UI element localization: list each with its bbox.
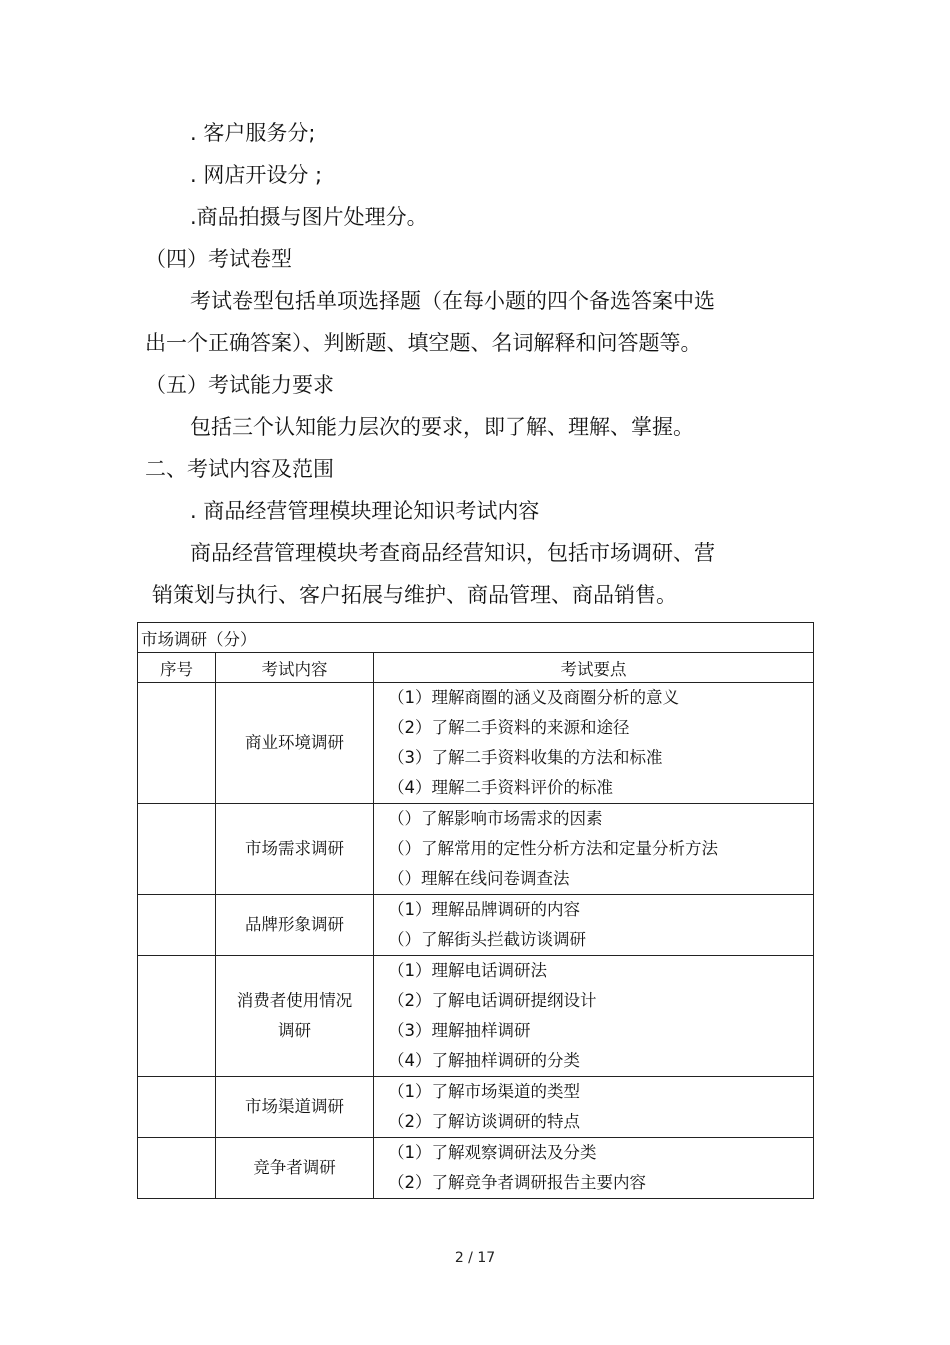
subsection-heading: . 商品经营管理模块理论知识考试内容 <box>190 499 540 523</box>
paragraph-line: .商品拍摄与图片处理分。 <box>190 205 428 229</box>
seq-cell <box>138 1138 216 1199</box>
section-heading: （五）考试能力要求 <box>145 373 334 397</box>
page-number: 2 / 17 <box>454 1250 496 1266</box>
point-item: （）了解常用的定性分析方法和定量分析方法 <box>388 839 718 858</box>
points-cell <box>374 1077 814 1138</box>
point-item: （1）理解电话调研法 <box>388 961 547 980</box>
points-cell <box>374 895 814 956</box>
points-cell <box>374 1138 814 1199</box>
point-item: （2）了解竞争者调研报告主要内容 <box>388 1173 646 1192</box>
table-title: 市场调研（分） <box>138 623 814 653</box>
content-cell: 市场需求调研 <box>216 804 374 895</box>
point-item: （2）了解二手资料的来源和途径 <box>388 718 630 737</box>
paragraph-line: 出一个正确答案）、判断题、填空题、名词解释和问答题等。 <box>145 331 702 355</box>
exam-points-table <box>137 622 814 1199</box>
point-item: （1）理解品牌调研的内容 <box>388 900 580 919</box>
point-item: （）了解影响市场需求的因素 <box>388 809 603 828</box>
header-points: 考试要点 <box>374 653 814 683</box>
point-item: （2）了解访谈调研的特点 <box>388 1112 580 1131</box>
content-cell: 品牌形象调研 <box>216 895 374 956</box>
paragraph-line: . 网店开设分 ; <box>190 163 323 187</box>
point-item: （4）了解抽样调研的分类 <box>388 1051 580 1070</box>
point-item: （）了解街头拦截访谈调研 <box>388 930 586 949</box>
seq-cell <box>138 804 216 895</box>
point-item: （3）理解抽样调研 <box>388 1021 531 1040</box>
chapter-heading: 二、考试内容及范围 <box>145 457 334 481</box>
content-line: 消费者使用情况 <box>236 991 353 1010</box>
content-cell: 竞争者调研 <box>216 1138 374 1199</box>
table-row <box>138 1077 814 1138</box>
paragraph-line: 商品经营管理模块考查商品经营知识，包括市场调研、营 <box>190 541 715 565</box>
point-item: （2）了解电话调研提纲设计 <box>388 991 597 1010</box>
paragraph-line: 考试卷型包括单项选择题（在每小题的四个备选答案中选 <box>190 289 715 313</box>
content-line: 调研 <box>278 1021 311 1040</box>
table-row <box>138 804 814 895</box>
section-heading: （四）考试卷型 <box>145 247 292 271</box>
table-row <box>138 683 814 804</box>
seq-cell <box>138 1077 216 1138</box>
point-item: （1）理解商圈的涵义及商圈分析的意义 <box>388 688 679 707</box>
point-item: （）理解在线问卷调查法 <box>388 869 570 888</box>
seq-cell <box>138 895 216 956</box>
points-cell <box>374 956 814 1077</box>
seq-cell <box>138 956 216 1077</box>
points-cell <box>374 804 814 895</box>
content-cell: 市场渠道调研 <box>216 1077 374 1138</box>
paragraph-line: 包括三个认知能力层次的要求，即了解、理解、掌握。 <box>190 415 694 439</box>
paragraph-line: . 客户服务分; <box>190 121 316 145</box>
point-item: （1）了解市场渠道的类型 <box>388 1082 580 1101</box>
table-row <box>138 1138 814 1199</box>
content-cell: 商业环境调研 <box>216 683 374 804</box>
point-item: （1）了解观察调研法及分类 <box>388 1143 597 1162</box>
table-row <box>138 895 814 956</box>
point-item: （4）理解二手资料评价的标准 <box>388 778 613 797</box>
header-content: 考试内容 <box>216 653 374 683</box>
points-cell <box>374 683 814 804</box>
paragraph-line: 销策划与执行、客户拓展与维护、商品管理、商品销售。 <box>152 583 677 607</box>
table-row <box>138 956 814 1077</box>
header-seq: 序号 <box>138 653 216 683</box>
content-cell <box>216 956 374 1077</box>
point-item: （3）了解二手资料收集的方法和标准 <box>388 748 663 767</box>
seq-cell <box>138 683 216 804</box>
